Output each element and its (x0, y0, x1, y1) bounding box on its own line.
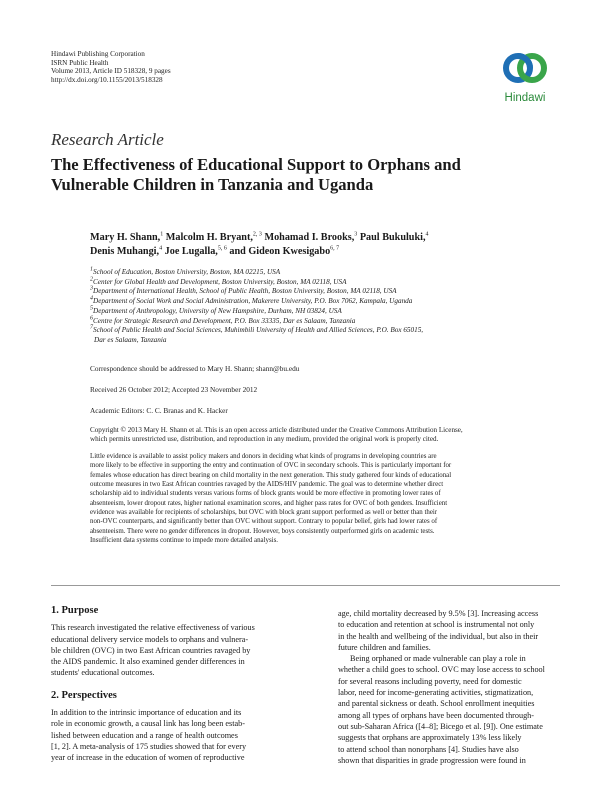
section-heading-purpose: 1. Purpose (51, 605, 99, 616)
abstract-line: non-OVC counterparts, and significantly better than OVC without support. Contrary to popular belief, girls had lower rates of (90, 518, 438, 526)
body-line: Being orphaned or made vulnerable can play a role in (350, 654, 526, 664)
body-line: role in economic growth, a causal link has long been estab- (51, 719, 245, 729)
body-line: lished between education and a range of health outcomes (51, 730, 238, 740)
author-name[interactable]: Paul Bukuluki, (357, 232, 426, 243)
affil-number: 5 (90, 305, 93, 312)
body-line: in the health and wellbeing of the individual, but also in their (338, 631, 539, 641)
affil-number: 6 (90, 315, 93, 322)
body-line: out sub-Saharan Africa ([4–8]; Bicego et al. [9]). One estimate (338, 721, 543, 731)
body-line: ble children (OVC) in two East African countries ravaged by (51, 645, 251, 655)
affil-number: 4 (90, 295, 93, 302)
affiliation-item (90, 317, 570, 327)
affiliation-item (90, 268, 570, 278)
body-line: suggests that orphans are approximately 13% less likely (338, 733, 522, 743)
article-type: Research Article (51, 130, 164, 149)
received-accepted-dates: Received 26 October 2012; Accepted 23 November 2012 (90, 385, 258, 394)
abstract-line: absenteeism, lower dropout rates, higher national examination scores, and higher pass rates for OVC of both genders. Insufficient (90, 499, 448, 507)
author-line (90, 231, 570, 245)
copyright-line: Copyright © 2013 Mary H. Shann et al. This is an open access article distributed under the Creative Commons Attribution License, (90, 426, 463, 434)
affil-text: Centre for Strategic Research and Development, P.O. Box 33335, Dar es Salaam, Tanzania (93, 316, 356, 325)
affil-text: Department of International Health, School of Public Health, Boston University, Boston, MA 02118, USA (93, 287, 397, 296)
affil-text: School of Education, Boston University, Boston, MA 02215, USA (93, 268, 281, 276)
affiliation-item (90, 297, 570, 307)
abstract-line: Insufficient data systems continue to impede more detailed analysis. (90, 537, 278, 545)
body-line: age, child mortality decreased by 9.5% [3]. Increasing access (338, 609, 539, 618)
hindawi-logo (496, 46, 554, 108)
abstract-line: scholarship aid to individual students versus various forms of block grants would be more effective in promoting lower rates of (90, 490, 441, 498)
copyright-line: which permits unrestricted use, distribution, and reproduction in any medium, provided the original work is properly cited. (90, 435, 439, 444)
body-line: This research investigated the relative effectiveness of various (51, 623, 255, 633)
author-name[interactable]: Denis Muhangi, (90, 246, 160, 257)
author-name[interactable]: Malcolm H. Bryant, (163, 232, 253, 243)
abstract (90, 452, 560, 545)
body-line: labor, need for income-generating activities, stigmatization, (338, 688, 534, 698)
section-divider (51, 585, 560, 586)
body-line: educational delivery service models to orphans and vulnera- (51, 634, 249, 644)
body-line: among all types of orphans have been documented through- (338, 710, 534, 720)
affiliation-list (90, 268, 570, 346)
author-affil-sup: 3 (354, 231, 358, 238)
author-affil-sup: 1 (160, 231, 164, 238)
author-affil-sup: 5, 6 (217, 245, 227, 252)
affil-number: 3 (90, 286, 93, 293)
abstract-line: more likely to be effective in supporting the entry and continuation of OVC in secondary schools. This is particularly important for (90, 462, 452, 470)
author-affil-sup: 4 (159, 245, 163, 252)
affil-text: Dar es Salaam, Tanzania (94, 335, 167, 344)
affiliation-item (90, 326, 570, 336)
section-heading-perspectives: 2. Perspectives (51, 689, 117, 701)
affil-number: 2 (90, 276, 93, 283)
abstract-line: outcome measures in two East African countries ravaged by the AIDS/HIV pandemic. The goal was to determine whether direct (90, 481, 444, 489)
publisher-info (51, 50, 171, 84)
body-line: students' educational outcomes. (51, 668, 155, 678)
author-list (90, 231, 570, 259)
title-line: Vulnerable Children in Tanzania and Uganda (51, 175, 374, 194)
affil-text: Department of Anthropology, University of New Hampshire, Durham, NH 03824, USA (93, 306, 342, 315)
abstract-line: females whose education has direct bearing on child mortality in the next generation. This study gathered four kinds of educational (90, 471, 452, 479)
article-title (51, 155, 571, 195)
body-line: to education and retention at school is instrumental not only (338, 620, 535, 630)
body-line: and parental sickness or death. School enrollment inequities (338, 699, 535, 709)
author-affil-sup: 2, 3 (252, 231, 262, 238)
journal-name: ISRN Public Health (51, 58, 109, 67)
correspondence: Correspondence should be addressed to Mary H. Shann; shann@bu.edu (90, 364, 300, 373)
author-line (90, 245, 570, 259)
body-line: [1, 2]. A meta-analysis of 175 studies showed that for every (51, 741, 247, 751)
author-name[interactable]: Mary H. Shann, (90, 232, 161, 243)
body-line: future children and families. (338, 642, 431, 652)
abstract-line: absenteeism. There were no gender differences in dropout. However, boys consistently outperformed girls on academic tests. (90, 527, 435, 535)
abstract-line: evidence was available for recipients of scholarships, but OVC with block grant support performed as well or better than their (90, 509, 438, 517)
affiliation-item (90, 278, 570, 288)
copyright-notice (90, 426, 560, 445)
academic-editors: Academic Editors: C. C. Branas and K. Hacker (90, 406, 228, 415)
author-affil-sup: 6, 7 (330, 245, 340, 252)
publisher-line: Hindawi Publishing Corporation (51, 50, 145, 58)
affiliation-item (90, 336, 570, 346)
author-name[interactable]: and Gideon Kwesigabo (226, 246, 331, 257)
affiliation-item (90, 307, 570, 317)
body-line: In addition to the intrinsic importance of education and its (51, 708, 242, 718)
doi-link[interactable]: http://dx.doi.org/10.1155/2013/518328 (51, 75, 163, 84)
affil-text: Center for Global Health and Development, Boston University, Boston, MA 02118, USA (93, 277, 347, 286)
right-column (338, 608, 580, 766)
logo-text: Hindawi (504, 92, 546, 104)
author-name[interactable]: Joe Lugalla, (162, 246, 218, 257)
affil-text: School of Public Health and Social Sciences, Muhimbili University of Health and Allied Sciences, P.O. Box 65015, (93, 326, 424, 335)
abstract-line: Little evidence is available to assist policy makers and donors in deciding what kinds of programs in developing countries are (90, 453, 437, 460)
volume-info: Volume 2013, Article ID 518328, 9 pages (51, 67, 171, 76)
affil-number: 7 (90, 324, 93, 331)
affil-text: Department of Social Work and Social Administration, Makerere University, P.O. Box 7062, Kampala, Uganda (93, 297, 413, 306)
affiliation-item (90, 287, 570, 297)
body-line: for several reasons including poverty, need for domestic (338, 676, 522, 686)
left-column (51, 605, 293, 764)
body-line: to attend school than nonorphans [4]. Studies have also (338, 744, 519, 754)
author-name[interactable]: Mohamad I. Brooks, (261, 232, 355, 243)
body-line: the AIDS pandemic. It also examined gender differences in (51, 657, 245, 667)
hindawi-logo-icon (496, 46, 554, 92)
author-affil-sup: 4 (425, 231, 429, 238)
body-line: shown that disparities in grade progression were found in (338, 755, 526, 765)
affil-number: 1 (90, 266, 93, 273)
body-line: year of increase in the education of women of reproductive (51, 753, 245, 763)
body-line: whether a child goes to school. OVC may lose access to school (338, 665, 545, 675)
title-line: The Effectiveness of Educational Support to Orphans and (51, 155, 461, 174)
